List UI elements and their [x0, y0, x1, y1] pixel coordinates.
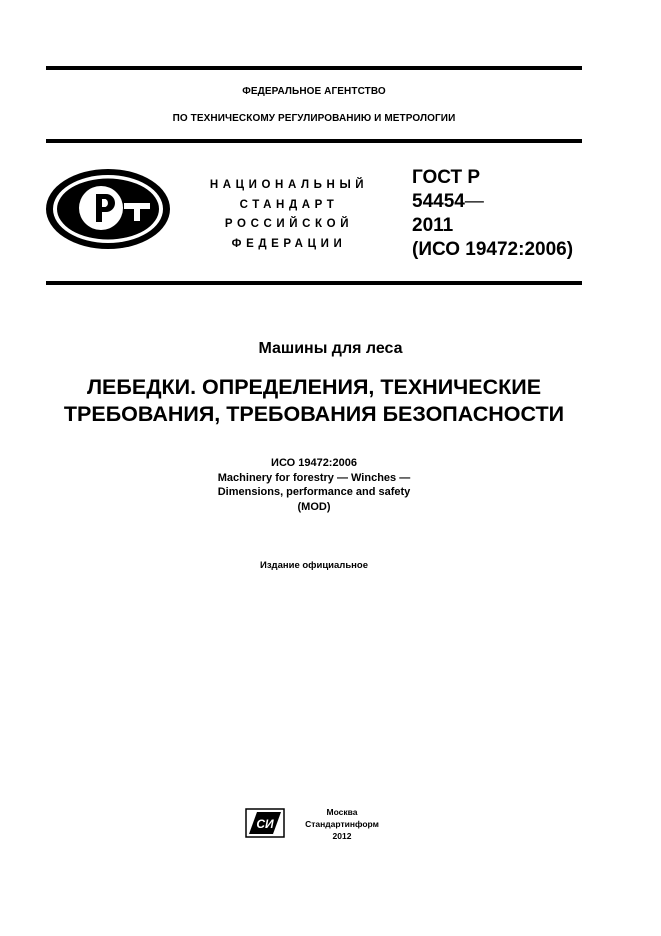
- standard-type-block: [196, 176, 382, 254]
- document-title: [0, 374, 628, 428]
- standartinform-logo-icon: [245, 808, 285, 838]
- designation-number: 54454: [412, 191, 465, 212]
- agency-name-line2: ПО ТЕХНИЧЕСКОМУ РЕГУЛИРОВАНИЮ И МЕТРОЛОГИИ: [172, 113, 456, 124]
- iso-modification-note: (MOD): [297, 500, 331, 513]
- designation-prefix: ГОСТ Р: [412, 167, 481, 188]
- publisher-block: [300, 806, 384, 842]
- standard-type-line3: РОССИЙСКОЙ: [224, 218, 354, 230]
- publisher-name: Стандартинформ: [305, 819, 379, 829]
- top-rule: [46, 66, 582, 70]
- iso-english-title-line1: Machinery for forestry — Winches —: [217, 471, 411, 484]
- designation-year: 2011: [412, 215, 454, 236]
- publisher-year: 2012: [332, 831, 352, 841]
- standard-designation: [412, 166, 573, 262]
- designation-iso-ref: (ИСО 19472:2006): [412, 239, 574, 260]
- standard-type-line2: СТАНДАРТ: [239, 198, 339, 211]
- agency-name-line1: ФЕДЕРАЛЬНОЕ АГЕНТСТВО: [242, 86, 386, 97]
- document-title-line1: ЛЕБЕДКИ. ОПРЕДЕЛЕНИЯ, ТЕХНИЧЕСКИЕ: [86, 375, 542, 399]
- iso-reference-block: [0, 456, 628, 514]
- publisher-logo-letters: СИ: [256, 817, 274, 831]
- rst-certification-mark-icon: [44, 167, 172, 251]
- designation-number-line: [412, 190, 573, 214]
- edition-label: Издание официальное: [260, 560, 368, 571]
- iso-code: ИСО 19472:2006: [271, 457, 357, 469]
- document-subtitle: Машины для леса: [258, 340, 403, 357]
- title-block-rule: [46, 281, 582, 285]
- standard-type-line1: НАЦИОНАЛЬНЫЙ: [209, 179, 369, 191]
- document-title-line2: ТРЕБОВАНИЯ, ТРЕБОВАНИЯ БЕЗОПАСНОСТИ: [63, 402, 565, 426]
- standard-type-line4: ФЕДЕРАЦИИ: [231, 237, 347, 250]
- publisher-city: Москва: [326, 807, 358, 817]
- iso-english-title-line2: Dimensions, performance and safety: [217, 486, 411, 498]
- header-bottom-rule: [46, 139, 582, 143]
- designation-dash: —: [464, 191, 484, 212]
